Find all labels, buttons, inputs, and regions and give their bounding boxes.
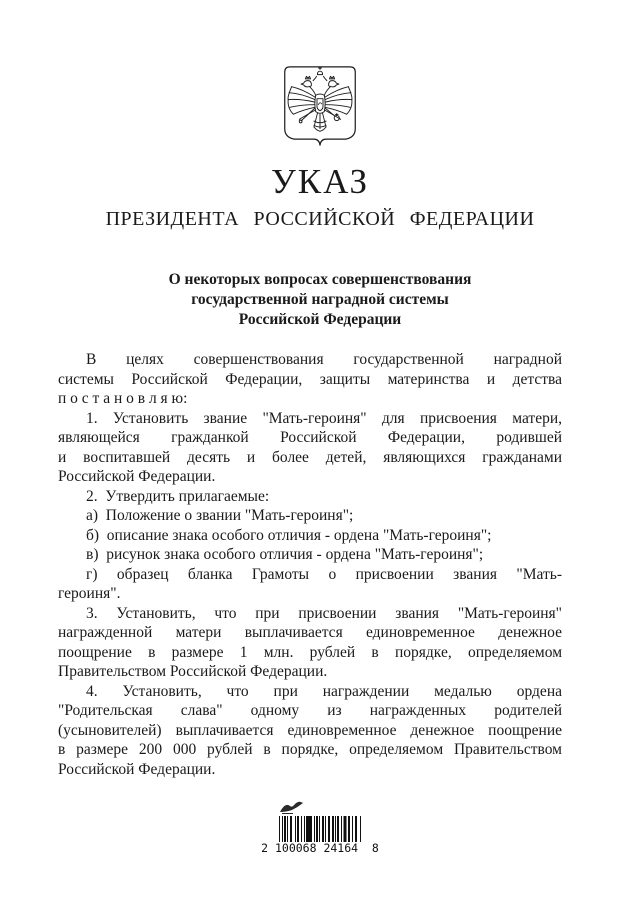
paragraph-item-4 [58,682,562,780]
paragraph-item-3 [58,604,562,682]
body-line: п о с т а н о в л я ю: [58,390,188,407]
body-line: 2. Утвердить прилагаемые: [86,487,270,505]
body-line: (усыновителей) выплачивается единовременное денежное поощрение [58,721,562,739]
doc-type-heading: УКАЗ [270,162,370,201]
body-line: Российской Федерации. [58,760,216,778]
title-line: Российской Федерации [238,311,402,328]
title-line: государственной наградной системы [191,291,449,308]
body-line: в) рисунок знака особого отличия - ордена "Мать-героиня"; [86,546,484,563]
paragraph-item-2b [58,526,562,546]
issuer-heading: ПРЕЗИДЕНТА РОССИЙСКОЙ ФЕДЕРАЦИИ [105,208,535,230]
paragraph-item-2g [58,565,562,604]
body-line: являющейся гражданкой Российской Федерации, родившей [58,429,562,446]
body-line: 4. Установить, что при награждении медалью ордена [86,682,562,700]
body-line: в размере 200 000 рублей в порядке, определяемом Правительством [58,741,562,758]
decree-body [58,350,562,779]
body-line: г) образец бланка Грамоты о присвоении звания "Мать- [86,565,562,583]
body-line: системы Российской Федерации, защиты материнства и детства [58,370,562,388]
barcode [250,799,390,855]
paragraph-item-2 [58,487,562,507]
paragraph-item-2a [58,506,562,526]
decree-title [70,270,570,330]
body-line: Российской Федерации. [58,468,216,485]
title-line: О некоторых вопросах совершенствования [168,271,472,288]
body-line: 3. Установить, что при присвоении звания "Мать-героиня" [86,604,562,622]
body-line: "Родительская слава" одному из награжденных родителей [58,702,562,719]
body-line: В целях совершенствования государственной наградной [86,351,562,368]
double-headed-eagle-icon [277,64,363,148]
paragraph-item-2v [58,545,562,565]
paragraph-item-1 [58,409,562,487]
handwritten-mark-icon [278,799,308,815]
body-line: Правительством Российской Федерации. [58,663,328,680]
body-line: героиня". [58,585,121,602]
paragraph-preamble [58,350,562,409]
body-line: а) Положение о звании "Мать-героиня"; [86,507,354,524]
body-line: поощрение в размере 1 млн. рублей в порядке, определяемом [58,643,562,661]
body-line: награжденной матери выплачивается единовременное денежное [58,624,562,641]
barcode-bars [278,816,362,842]
body-line: 1. Установить звание "Мать-героиня" для присвоения матери, [86,409,562,427]
barcode-digits: 2 100068 24164 8 [261,841,379,855]
body-line: б) описание знака особого отличия - ордена "Мать-героиня"; [86,526,492,544]
body-line: и воспитавшей десять и более детей, являющихся гражданами [58,448,562,466]
coat-of-arms [0,64,640,148]
